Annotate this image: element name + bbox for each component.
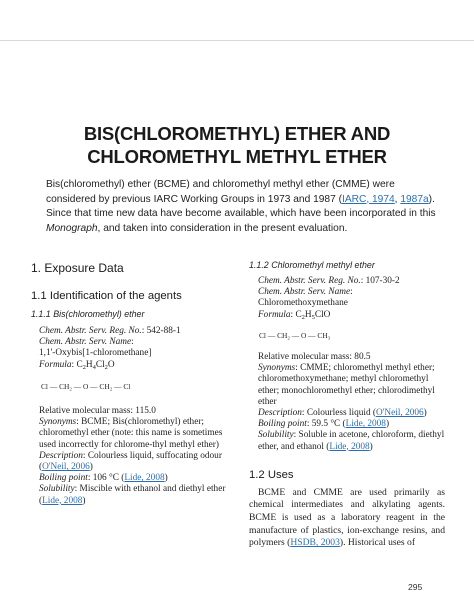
cmme-synonyms (258, 363, 445, 408)
cmme-formula-label: Formula (258, 309, 291, 320)
bcme-formula-label: Formula (39, 359, 72, 370)
bcme-cas-label: Chem. Abstr. Serv. Reg. No. (39, 326, 142, 336)
intro-text-1: Bis(chloromethyl) ether (BCME) and chloromethyl methyl ether (CMME) were considered by previous IARC Working Groups in 1973 and 1987 ( (46, 179, 395, 205)
bcme-description-end: ) (89, 462, 93, 473)
ref-iarc-1974[interactable]: IARC, 1974 (341, 193, 395, 205)
right-column (249, 258, 445, 550)
cmme-cas-name (258, 287, 445, 298)
cmme-formula (258, 310, 445, 321)
ref-1987a[interactable]: 1987a (400, 193, 429, 205)
bcme-structure: Cl — CH₂ — O — CH₂ — Cl (41, 381, 131, 391)
cmme-cas (258, 276, 445, 287)
bcme-synonyms-label: Synonyms (39, 417, 77, 428)
bcme-description (39, 451, 229, 473)
cmme-formula-sub-c: 2 (301, 313, 305, 321)
cmme-formula-c: : C (290, 309, 302, 320)
cmme-formula-h: H (304, 309, 312, 320)
cmme-description-end: ) (423, 408, 427, 419)
bcme-solubility-text: : Miscible with ethanol and diethyl ether ( (39, 484, 226, 506)
bcme-formula-o: O (107, 359, 115, 370)
page-number: 295 (408, 582, 423, 592)
bcme-name-colon: : (131, 337, 134, 348)
cmme-bp-end: ) (385, 419, 390, 430)
bcme-solubility-ref[interactable]: Lide, 2008 (42, 495, 83, 506)
cmme-solubility-text: : Soluble in acetone, chloroform, diethyl ether, and ethanol ( (258, 430, 445, 452)
header-rule (0, 40, 474, 41)
bcme-bp-end: ) (164, 473, 168, 484)
bcme-solubility-label: Solubility (39, 484, 75, 495)
intro-text-3: , and taken into consideration in the present evaluation. (97, 222, 348, 234)
intro-sep: , (394, 193, 401, 205)
uses-paragraph (249, 487, 445, 550)
bcme-bp-label: Boiling point (39, 473, 88, 484)
cmme-solubility-ref[interactable]: Lide, 2008 (329, 441, 370, 452)
bcme-bp-text: : 106 °C ( (87, 473, 125, 484)
cmme-name-value: Chloromethoxymethane (258, 298, 348, 309)
bcme-formula-sub-cl: 2 (104, 363, 108, 371)
cmme-description-label: Description (258, 408, 302, 419)
cmme-bp-text: : 59.5 °C ( (306, 419, 346, 430)
cmme-solubility-label: Solubility (258, 430, 294, 441)
uses-text-end: ). Historical uses of (339, 537, 416, 549)
uses-ref-hsdb[interactable]: HSDB, 2003 (290, 537, 340, 549)
cmme-synonyms-label: Synonyms (258, 363, 296, 374)
cmme-boiling-point (258, 419, 445, 430)
cmme-name-label: Chem. Abstr. Serv. Name (258, 287, 351, 298)
bcme-cas-value: : 542-88-1 (141, 326, 181, 336)
cmme-formula-clo: ClO (314, 309, 331, 320)
intro-paragraph (46, 178, 444, 236)
bcme-details (31, 326, 229, 507)
cmme-formula-sub-h: 5 (311, 313, 315, 321)
cmme-molecular-mass: Relative molecular mass: 80.5 (258, 352, 371, 363)
cmme-structure: Cl — CH₂ — O — CH₃ (259, 330, 331, 340)
bcme-solubility (39, 484, 229, 506)
page-title (0, 122, 474, 168)
bcme-formula-cl: Cl (95, 359, 105, 370)
title-line-1: BIS(CHLOROMETHYL) ETHER AND (83, 123, 391, 144)
bcme-formula-c: : C (71, 359, 83, 370)
bcme-formula (39, 360, 229, 371)
bcme-boiling-point (39, 473, 229, 484)
bcme-bp-ref[interactable]: Lide, 2008 (124, 473, 165, 484)
bcme-description-ref[interactable]: O'Neil, 2006 (42, 462, 90, 473)
subsub-heading-bcme: 1.1.1 Bis(chloromethyl) ether (31, 309, 145, 319)
cmme-description-text: : Colourless liquid ( (301, 408, 377, 419)
bcme-name-value: 1,1'-Oxybis[1-chloromethane] (39, 348, 152, 359)
cmme-solubility-end: ) (369, 441, 373, 452)
bcme-synonyms (39, 417, 229, 451)
bcme-synonyms-text: : BCME; Bis(chloromethyl) ether; chloromethyl ether (note: this name is sometimes used incorrectly for chlorome-thyl methyl ether) (39, 417, 223, 450)
intro-text-2: ). Since that time new data have become available, which have been incorporated in this (46, 193, 436, 220)
cmme-description (258, 408, 445, 419)
section-heading-exposure-data: 1. Exposure Data (31, 261, 124, 275)
cmme-description-ref[interactable]: O'Neil, 2006 (376, 408, 424, 419)
cmme-cas-label: Chem. Abstr. Serv. Reg. No. (258, 276, 361, 286)
bcme-description-text: : Colourless liquid, suffocating odour ( (39, 450, 222, 473)
cmme-bp-label: Boiling point (258, 419, 307, 430)
uses-text: BCME and CMME are used primarily as chemical intermediates and alkylating agents. BCME is used as a laboratory reagent in the manufacture of plastics, ion-exchange resins, and polymers ( (249, 486, 445, 549)
cmme-details (249, 276, 445, 453)
title-line-2: CHLOROMETHYL METHYL ETHER (87, 146, 387, 167)
cmme-synonyms-text: : CMME; chloromethyl methyl ether; chloromethoxymethane; methyl chloromethyl ether; monochloromethyl ether; chlorodimethyl ether (258, 363, 435, 407)
cmme-name-colon: : (350, 287, 353, 298)
intro-monograph: Monograph (46, 222, 98, 234)
bcme-cas (39, 326, 229, 337)
left-column (31, 258, 229, 507)
bcme-molecular-mass: Relative molecular mass: 115.0 (39, 406, 156, 417)
bcme-formula-h: H (85, 359, 93, 370)
bcme-description-label: Description (39, 450, 83, 461)
cmme-bp-ref[interactable]: Lide, 2008 (345, 419, 386, 430)
bcme-name-label: Chem. Abstr. Serv. Name (39, 337, 132, 348)
bcme-formula-sub-c: 2 (82, 363, 86, 371)
subsub-heading-cmme: 1.1.2 Chloromethyl methyl ether (249, 260, 375, 270)
subsection-heading-uses: 1.2 Uses (249, 468, 294, 481)
cmme-solubility (258, 430, 445, 452)
bcme-solubility-end: ) (82, 495, 86, 506)
subsection-heading-identification: 1.1 Identification of the agents (31, 290, 182, 302)
cmme-cas-value: : 107-30-2 (360, 276, 400, 286)
bcme-formula-sub-h: 4 (92, 363, 96, 371)
bcme-cas-name (39, 337, 229, 348)
